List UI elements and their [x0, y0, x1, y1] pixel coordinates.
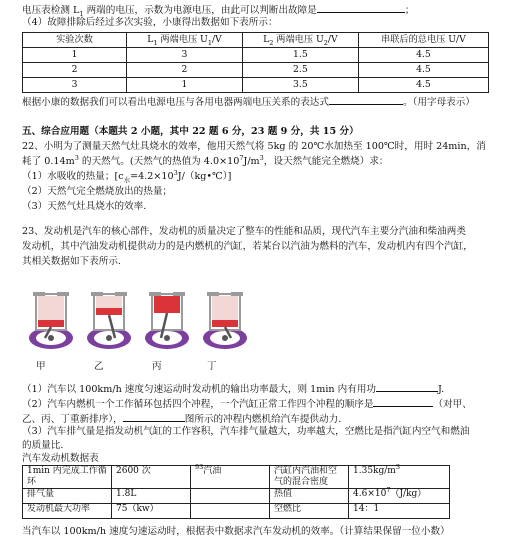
- table-header: $L_1$ 两端电压 $U_1/V$: [127, 33, 243, 48]
- text-line: 根据小康的数据我们可以看出电源电压与各用电器两端电压关系的表达式 。（用字母表示）: [22, 94, 475, 110]
- table-row: [23, 78, 489, 93]
- table-cell: [191, 503, 270, 518]
- engine-strokes-figure: [26, 290, 306, 350]
- text-line: （2）天然气完全燃烧放出的热量；: [22, 186, 173, 197]
- table-cell: 1: [23, 48, 127, 63]
- text-line: （4）故障排除后经过多次实验，小康得出数据如下表所示：: [22, 17, 278, 28]
- answer-blank[interactable]: [123, 411, 185, 422]
- answer-blank[interactable]: [329, 94, 403, 105]
- table-cell: 3: [23, 78, 127, 93]
- table-cell: 发动机最大功率: [23, 503, 112, 518]
- table-cell: $^{93}$汽油: [191, 466, 270, 489]
- answer-blank[interactable]: [376, 381, 438, 392]
- table-cell: 热值: [270, 488, 349, 503]
- answer-blank[interactable]: [317, 2, 405, 13]
- text-line: 当汽车以 100km/h 速度匀速运动时，根据表中数据求汽车发动机的效率。（计算结果保留一位小数）: [22, 526, 450, 537]
- engine-cylinder-icon: [87, 292, 131, 349]
- engine-cylinder-icon: [29, 292, 73, 349]
- table-cell: 3: [127, 48, 243, 63]
- table-cell: 排气量: [23, 488, 112, 503]
- table-caption: 汽车发动机数据表: [22, 453, 99, 464]
- table-cell: 2.5: [242, 63, 358, 78]
- engine-data-table: [22, 465, 450, 519]
- text-line: 电压表检测 $L_1$ 两端的电压，示数为电源电压，由此可以判断出故障是 ；: [22, 2, 414, 18]
- answer-blank[interactable]: [373, 396, 433, 407]
- text-line: 其相关数据如下表所示.: [22, 256, 121, 267]
- table-cell: 1: [127, 78, 243, 93]
- text-line: （3）天然气灶具烧水的效率.: [22, 201, 147, 212]
- table-cell: [191, 488, 270, 503]
- table-header-row: [23, 33, 489, 48]
- text-line: 乙、丙、丁重新排序）， 图所示的冲程内燃机给汽车提供动力.: [22, 411, 341, 427]
- table-header: 实验次数: [23, 33, 127, 48]
- engine-caption: 丙: [152, 361, 162, 372]
- table-cell: $1.35kg/m^3$: [349, 466, 450, 489]
- text-line: 耗了 $0.14m^3$ 的天然气。(天然气的热值为 $4.0\times 10^7J/m^3$，设天然气能完全燃烧）求：: [22, 153, 389, 167]
- table-row: [23, 503, 450, 518]
- table-cell: $4.6\times 10^7(J/kg)$: [349, 488, 450, 503]
- table-header: 串联后的总电压 U/V: [358, 33, 488, 48]
- text-line: （3）汽车排气量是指发动机气缸的工作容积，汽车排气量越大，功率越大，空燃比是指汽缸内空气和燃油: [22, 426, 470, 437]
- table-cell: 1.5: [242, 48, 358, 63]
- table-cell: 2: [127, 63, 243, 78]
- text-line: 23、发动机是汽车的核心部件，发动机的质量决定了整车的性能和品质，现代汽车主要分汽油和柴油两类: [22, 226, 466, 237]
- table-cell: 4.5: [358, 48, 488, 63]
- table-cell: 空燃比: [270, 503, 349, 518]
- table-row: [23, 488, 450, 503]
- table-row: [23, 48, 489, 63]
- table-cell: 4.5: [358, 78, 488, 93]
- text-line: （2）汽车内燃机一个工作循环包括四个冲程，一个汽缸正常工作四个冲程的顺序是 （对甲、: [22, 396, 472, 412]
- engine-cylinder-icon: [145, 292, 189, 349]
- text-line: 的质量比.: [22, 440, 64, 451]
- table-cell: 汽缸内汽油和空气的混合密度: [270, 466, 349, 489]
- table-row: [23, 63, 489, 78]
- table-cell: 1.8L: [112, 488, 191, 503]
- engine-caption: 甲: [36, 361, 46, 372]
- table-cell: 75（kw）: [112, 503, 191, 518]
- table-cell: 2: [23, 63, 127, 78]
- text-line: 22、小明为了测量天然气灶具烧水的效率，他用天然气将 5kg 的 20℃水加热至 100℃时，用时 24min，消: [22, 141, 486, 152]
- text-line: （1）水吸收的热量；$[c_水=4.2\times 10^3J/(kg•℃)]$: [22, 168, 232, 184]
- voltage-table: [22, 32, 489, 93]
- engine-cylinder-icon: [203, 292, 247, 349]
- engine-caption: 丁: [207, 361, 217, 372]
- table-cell: 14：1: [349, 503, 450, 518]
- section-heading: 五、综合应用题（本题共 2 小题，其中 22 题 6 分，23 题 9 分，共 15 分）: [22, 126, 359, 137]
- text-line: （1）汽车以 100km/h 速度匀速运动时发动机的输出功率最大，则 1min 内有用功 J.: [22, 381, 444, 397]
- text-line: 发动机，其中汽油发动机提供动力的是内燃机的汽缸，若某台以汽油为燃料的汽车，发动机内有四个汽缸，: [22, 241, 473, 252]
- table-cell: 3.5: [242, 78, 358, 93]
- table-cell: 2600 次: [112, 466, 191, 489]
- table-header: $L_2$ 两端电压 $U_2/V$: [242, 33, 358, 48]
- table-cell: 1min 内完成工作循环: [23, 466, 112, 489]
- engine-caption: 乙: [94, 361, 104, 372]
- table-cell: 4.5: [358, 63, 488, 78]
